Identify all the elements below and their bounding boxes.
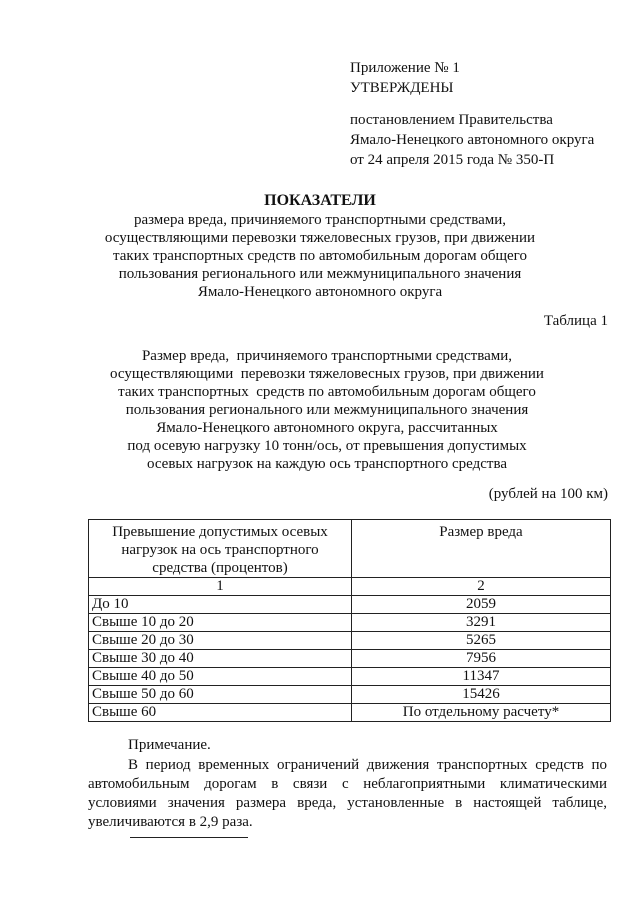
- row-range: Свыше 20 до 30: [89, 632, 352, 650]
- row-range: До 10: [89, 596, 352, 614]
- title-line-5: Ямало-Ненецкого автономного округа: [197, 284, 443, 300]
- table-row: [89, 650, 611, 668]
- table-row: [89, 704, 611, 722]
- column-number-1: 1: [89, 578, 352, 596]
- appendix-number: Приложение № 1: [350, 60, 460, 76]
- row-range: Свыше 10 до 20: [89, 614, 352, 632]
- header-harm: Размер вреда: [352, 520, 611, 578]
- row-range: Свыше 30 до 40: [89, 650, 352, 668]
- table-row: [89, 596, 611, 614]
- caption-line-4: пользования регионального или межмуниципального значения: [125, 402, 529, 418]
- note-label: Примечание.: [128, 737, 211, 753]
- footnote-divider: [130, 837, 248, 838]
- table-row: [89, 668, 611, 686]
- caption-line-2: осуществляющими перевозки тяжеловесных грузов, при движении: [110, 366, 544, 382]
- table-caption: [92, 347, 562, 473]
- note-block: [88, 736, 607, 832]
- row-range: Свыше 50 до 60: [89, 686, 352, 704]
- approval-line-2: Ямало-Ненецкого автономного округа: [350, 132, 595, 148]
- approval-line-3: от 24 апреля 2015 года № 350-П: [350, 152, 555, 168]
- table-row: [89, 686, 611, 704]
- table-label: Таблица 1: [543, 313, 608, 329]
- title-line-3: таких транспортных средств по автомобильным дорогам общего: [113, 248, 527, 264]
- row-range: Свыше 40 до 50: [89, 668, 352, 686]
- row-range: Свыше 60: [89, 704, 352, 722]
- caption-line-1: Размер вреда, причиняемого транспортными средствами,: [141, 348, 513, 364]
- row-value: 7956: [352, 650, 611, 668]
- row-value: 3291: [352, 614, 611, 632]
- approved-label: УТВЕРЖДЕНЫ: [350, 80, 454, 96]
- table-header-row: [89, 520, 611, 578]
- header-overload: Превышение допустимых осевых нагрузок на ось транспортного средства (процентов): [89, 520, 352, 578]
- title-line-2: осуществляющими перевозки тяжеловесных грузов, при движении: [104, 230, 536, 246]
- units-label: (рублей на 100 км): [488, 486, 608, 502]
- title-line-1: размера вреда, причиняемого транспортными средствами,: [133, 212, 507, 228]
- row-value: 5265: [352, 632, 611, 650]
- harm-table: [88, 519, 611, 722]
- title-line-4: пользования регионального или межмуниципального значения: [118, 266, 522, 282]
- row-value: 11347: [352, 668, 611, 686]
- row-value: 2059: [352, 596, 611, 614]
- row-value: 15426: [352, 686, 611, 704]
- approval-line-1: постановлением Правительства: [350, 112, 553, 128]
- column-number-2: 2: [352, 578, 611, 596]
- caption-line-3: таких транспортных средств по автомобильным дорогам общего: [118, 384, 536, 400]
- title-heading: ПОКАЗАТЕЛИ: [264, 192, 376, 209]
- caption-line-7: осевых нагрузок на каждую ось транспортного средства: [146, 456, 508, 472]
- table-row: [89, 632, 611, 650]
- appendix-block: [350, 58, 594, 170]
- document-title: [80, 191, 560, 301]
- row-value: По отдельному расчету*: [352, 704, 611, 722]
- caption-line-6: под осевую нагрузку 10 тонн/ось, от превышения допустимых: [127, 438, 527, 454]
- note-text: В период временных ограничений движения транспортных средств по автомобильным дорогам в связи с неблагоприятными климатическими условиями значения размера вреда, установленные в настоящей таблице, увеличиваются в 2,9 раза.: [88, 757, 607, 830]
- caption-line-5: Ямало-Ненецкого автономного округа, рассчитанных: [156, 420, 498, 436]
- column-number-row: [89, 578, 611, 596]
- table-row: [89, 614, 611, 632]
